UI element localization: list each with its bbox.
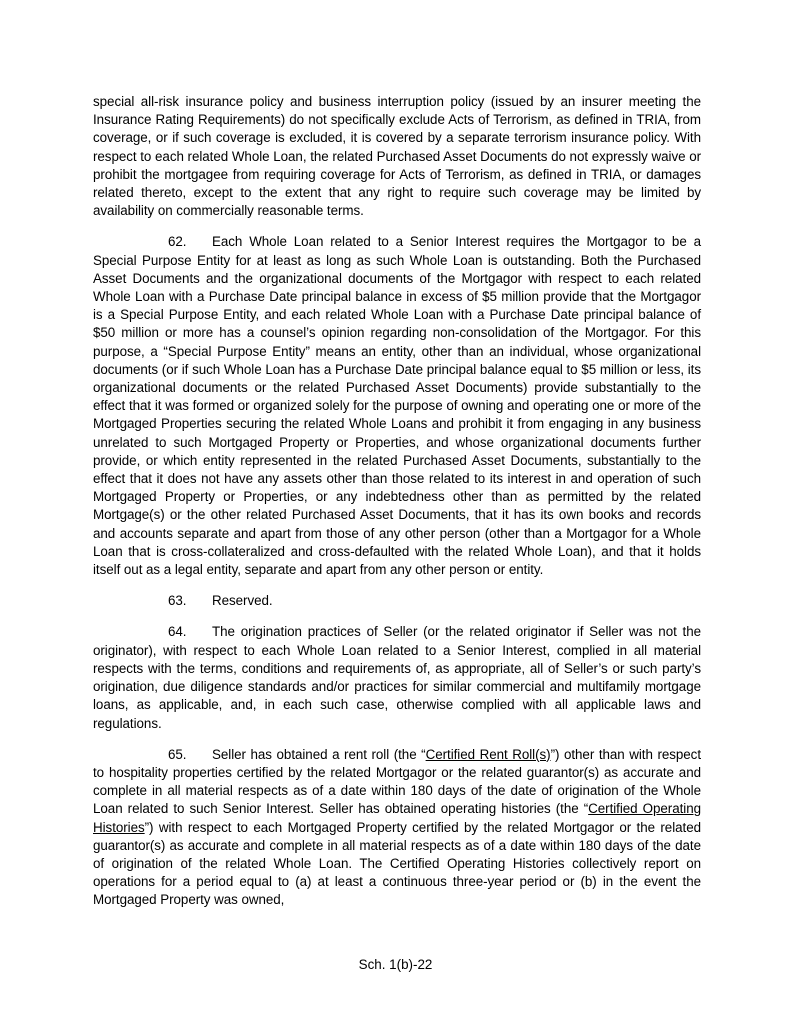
paragraph-64-number: 64.	[168, 624, 187, 640]
paragraph-63-number: 63.	[168, 593, 187, 609]
paragraph-62-number: 62.	[168, 234, 187, 250]
paragraph-65	[93, 746, 701, 910]
paragraph-65-text-1: Seller has obtained a rent roll (the “	[212, 746, 426, 762]
paragraph-62-text: Each Whole Loan related to a Senior Interest requires the Mortgagor to be a Special Purpose Entity for at least as long as such Whole Loan is outstanding. Both the Purchased Asset Documents and the organizational documents of the Mortgagor with respect to each related Whole Loan with a Purchase Date principal balance in excess of $5 million provide that the Mortgagor is a Special Purpose Entity, and each related Whole Loan with a Purchase Date principal balance of $50 million or more has a counsel’s opinion regarding non-consolidation of the Mortgagor. For this purpose, a “Special Purpose Entity” means an entity, other than an individual, whose organizational documents (or if such Whole Loan has a Purchase Date principal balance equal to $5 million or less, its organizational documents or the related Purchased Asset Documents) provide substantially to the effect that it was formed or organized solely for the purpose of owning and operating one or more of the Mortgaged Properties securing the related Whole Loans and prohibit it from engaging in any business unrelated to such Mortgaged Property or Properties, and whose organizational documents further provide, or which entity represented in the related Purchased Asset Documents, substantially to the effect that it does not have any assets other than those related to its interest in and operation of such Mortgaged Property or Properties, or any indebtedness other than as permitted by the related Mortgage(s) or the other related Purchased Asset Documents, that it has its own books and records and accounts separate and apart from those of any other person (other than a Mortgagor for a Whole Loan that is cross-collateralized and cross-defaulted with the related Whole Loan), and that it holds itself out as a legal entity, separate and apart from any other person or entity.	[93, 234, 701, 578]
page-footer: Sch. 1(b)-22	[358, 957, 433, 972]
paragraph-63-text: Reserved.	[212, 593, 273, 609]
paragraph-65-text-3: ”) with respect to each Mortgaged Property certified by the related Mortgagor or the related guarantor(s) as accurate and complete in all material respects as of a date within 180 days of the date of origination of the related Whole Loan. The Certified Operating Histories collectively report on operations for a period equal to (a) at least a continuous three-year period or (b) in the event the Mortgaged Property was owned,	[93, 819, 701, 908]
paragraph-65-number: 65.	[168, 746, 187, 762]
defined-term-certified-operating-histories: Certified Operating Histories	[93, 801, 701, 835]
paragraph-63	[93, 592, 701, 610]
paragraph-65-text-2: ”) other than with respect to hospitality properties certified by the related Mortgagor or the related guarantor(s) as accurate and complete in all material respects as of a date within 180 days of the date of origination of the Whole Loan related to such Senior Interest. Seller has obtained operating histories (the “	[93, 746, 702, 817]
document-body	[93, 93, 701, 923]
paragraph-insurance-continuation: special all-risk insurance policy and business interruption policy (issued by an insurer meeting the Insurance Rating Requirements) do not specifically exclude Acts of Terrorism, as defined in TRIA, from coverage, or if such coverage is excluded, it is covered by a separate terrorism insurance policy. With respect to each related Whole Loan, the related Purchased Asset Documents do not expressly waive or prohibit the mortgagee from requiring coverage for Acts of Terrorism, as defined in TRIA, or damages related thereto, except to the extent that any right to require such coverage may be limited by availability on commercially reasonable terms.	[93, 94, 701, 219]
paragraph-64	[93, 623, 701, 732]
paragraph-62	[93, 233, 701, 579]
paragraph-64-text: The origination practices of Seller (or the related originator if Seller was not the originator), with respect to each Whole Loan related to a Senior Interest, complied in all material respects with the terms, conditions and requirements of, as appropriate, all of Seller’s or such party’s origination, due diligence standards and/or practices for similar commercial and multifamily mortgage loans, as applicable, and, in each such case, otherwise complied with all applicable laws and regulations.	[93, 624, 701, 731]
defined-term-certified-rent-rolls: Certified Rent Roll(s)	[425, 746, 551, 762]
